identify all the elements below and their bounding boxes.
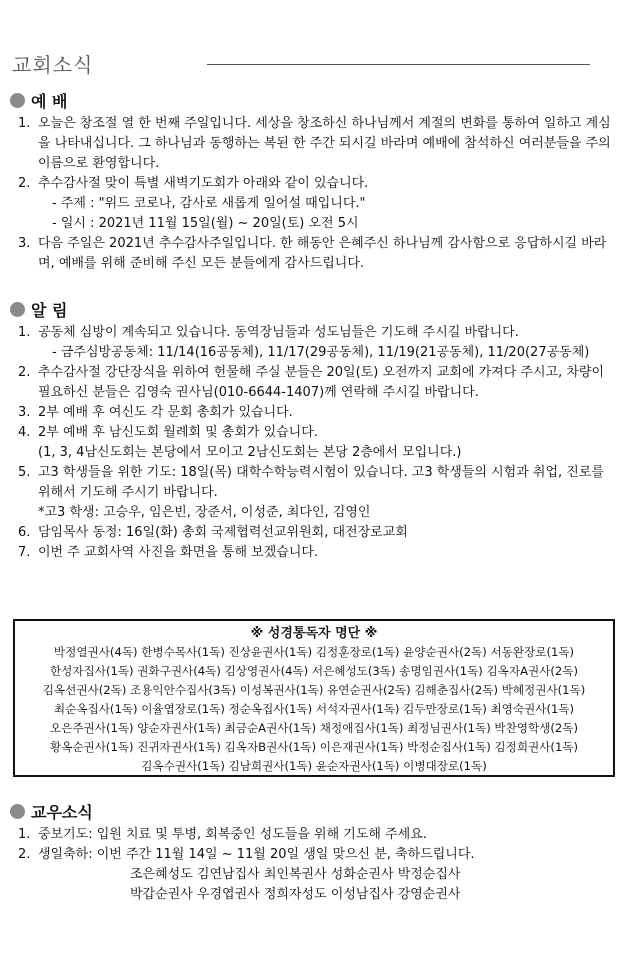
- item-text: 중보기도: 입원 치료 및 투병, 회복중인 성도들을 위해 기도해 주세요.: [38, 827, 427, 842]
- list-item: [10, 323, 618, 363]
- item-number: 6.: [18, 525, 31, 540]
- item-subtext: - 금주심방공동체: 11/14(16공동체), 11/17(29공동체), 11/19(21공동체), 11/20(27공동체): [52, 345, 590, 360]
- circle-bullet-icon: [10, 302, 25, 317]
- reader-line: 김옥수권사(1독) 김남희권사(1독) 윤순자권사(1독) 이병대장로(1독): [141, 759, 487, 773]
- item-subtext: - 주제 : "위드 코로나, 감사로 새롭게 일어설 때입니다.": [52, 196, 366, 211]
- item-text: 2부 예배 후 남신도회 월례회 및 총회가 있습니다.: [38, 425, 318, 440]
- item-text: 다음 주일은 2021년 추수감사주일입니다. 한 해동안 은혜주신 하나님께 감사함으로 응답하시길 바라며, 예배를 위해 준비해 주신 모든 분들에게 감사드립니다.: [38, 236, 607, 271]
- page-header: [12, 49, 612, 75]
- section-header: [10, 88, 618, 112]
- item-number: 1.: [18, 116, 31, 131]
- section-title: 알 림: [31, 300, 68, 320]
- list-item: [10, 403, 618, 423]
- item-subtext: - 일시 : 2021년 11월 15일(월) ~ 20일(토) 오전 5시: [52, 216, 359, 231]
- list-item: [10, 363, 618, 403]
- list-item: [10, 523, 618, 543]
- item-text: 이번 주 교회사역 사진을 화면을 통해 보겠습니다.: [38, 545, 319, 560]
- item-number: 1.: [18, 827, 31, 842]
- reader-line: 오은주권사(1독) 양순자권사(1독) 최금순A권사(1독) 채정애집사(1독) 최정님권사(1독) 박찬영학생(2독): [49, 721, 579, 735]
- reader-line: 최순옥집사(1독) 이율엽장로(1독) 정순옥집사(1독) 서석자권사(1독) 김두만장로(1독) 최영숙권사(1독): [53, 702, 575, 716]
- list-item: [10, 845, 618, 905]
- item-number: 3.: [18, 236, 31, 251]
- item-number: 2.: [18, 847, 31, 862]
- item-number: 7.: [18, 545, 31, 560]
- section-notice: [10, 297, 618, 563]
- circle-bullet-icon: [10, 93, 25, 108]
- item-number: 2.: [18, 176, 31, 191]
- item-subtext: (1, 3, 4남신도회는 본당에서 모이고 2남신도회는 본당 2층에서 모입니다.): [38, 445, 462, 460]
- list-item: [10, 825, 618, 845]
- item-number: 4.: [18, 425, 31, 440]
- item-text: 담임목사 동정: 16일(화) 총회 국제협력선교위원회, 대전장로교회: [38, 525, 408, 540]
- reader-line: 김옥선권사(2독) 조용익안수집사(3독) 이성복권사(1독) 유연순권사(2독) 김해춘집사(2독) 박혜정권사(1독): [42, 683, 586, 697]
- item-text: 오늘은 창조절 열 한 번째 주일입니다. 세상을 창조하신 하나님께서 계절의 변화를 통하여 일하고 계심을 나타내십니다. 그 하나님과 동행하는 복된 한 주간 되시길 바라며 예배에 참석하신 여러분들을 주의 이름으로 환영합니다.: [38, 116, 611, 171]
- list-item: [10, 114, 618, 174]
- section-fellowship: [10, 799, 618, 905]
- item-text: 추수감사절 강단장식을 위하여 헌물해 주실 분들은 20일(토) 오전까지 교회에 가져다 주시고, 차량이 필요하신 분들은 김영숙 권사님(010-6644-1407)께 연락해 주시길 바랍니다.: [38, 365, 605, 400]
- list-item: [10, 463, 618, 523]
- reader-line: 황옥순권사(1독) 진귀자권사(1독) 김옥자B권사(1독) 이은재권사(1독) 박정순집사(1독) 김정희권사(1독): [49, 740, 579, 754]
- list-item: [10, 423, 618, 463]
- section-title: 교우소식: [31, 802, 93, 822]
- item-text: 생일축하: 이번 주간 11월 14일 ~ 11월 20일 생일 맞으신 분, 축하드립니다.: [38, 847, 475, 862]
- list-item: [10, 234, 618, 274]
- item-text: 고3 학생들을 위한 기도: 18일(목) 대학수학능력시험이 있습니다. 고3 학생들의 시험과 취업, 진로를 위해서 기도해 주시기 바랍니다.: [38, 465, 604, 500]
- bible-readers-box: [13, 619, 615, 777]
- reader-line: 한성자집사(1독) 권화구권사(4독) 김상영권사(4독) 서은혜성도(3독) 송명임권사(1독) 김옥자A권사(2독): [49, 664, 579, 678]
- reader-line: 박정열권사(4독) 한병수목사(1독) 진상윤권사(1독) 김정훈장로(1독) 윤양순권사(2독) 서동완장로(1독): [53, 645, 575, 659]
- section-header: [10, 799, 618, 823]
- circle-bullet-icon: [10, 804, 25, 819]
- section-header: [10, 297, 618, 321]
- item-number: 5.: [18, 465, 31, 480]
- notice-list: [10, 323, 618, 563]
- list-item: [10, 543, 618, 563]
- fellowship-list: [10, 825, 618, 905]
- item-text: 공동체 심방이 계속되고 있습니다. 동역장님들과 성도님들은 기도해 주시길 바랍니다.: [38, 325, 519, 340]
- page-title: 교회소식: [12, 53, 94, 77]
- item-text: 추수감사절 맞이 특별 새벽기도회가 아래와 같이 있습니다.: [38, 176, 369, 191]
- item-number: 3.: [18, 405, 31, 420]
- list-item: [10, 174, 618, 234]
- birthday-names: 박갑순권사 우경엽권사 정희자성도 이성남집사 강영순권사: [130, 887, 461, 902]
- header-divider: [207, 64, 590, 65]
- worship-list: [10, 114, 618, 274]
- item-text: 2부 예배 후 여신도 각 문회 총회가 있습니다.: [38, 405, 293, 420]
- box-title: ※ 성경통독자 명단 ※: [250, 626, 378, 641]
- item-subtext: *고3 학생: 고승우, 임은빈, 장준서, 이성준, 최다인, 김영인: [38, 505, 371, 520]
- section-worship: [10, 88, 618, 274]
- birthday-names: 조은혜성도 김연남집사 최인복권사 성화순권사 박정순집사: [130, 867, 461, 882]
- section-title: 예 배: [31, 91, 68, 111]
- item-number: 1.: [18, 325, 31, 340]
- item-number: 2.: [18, 365, 31, 380]
